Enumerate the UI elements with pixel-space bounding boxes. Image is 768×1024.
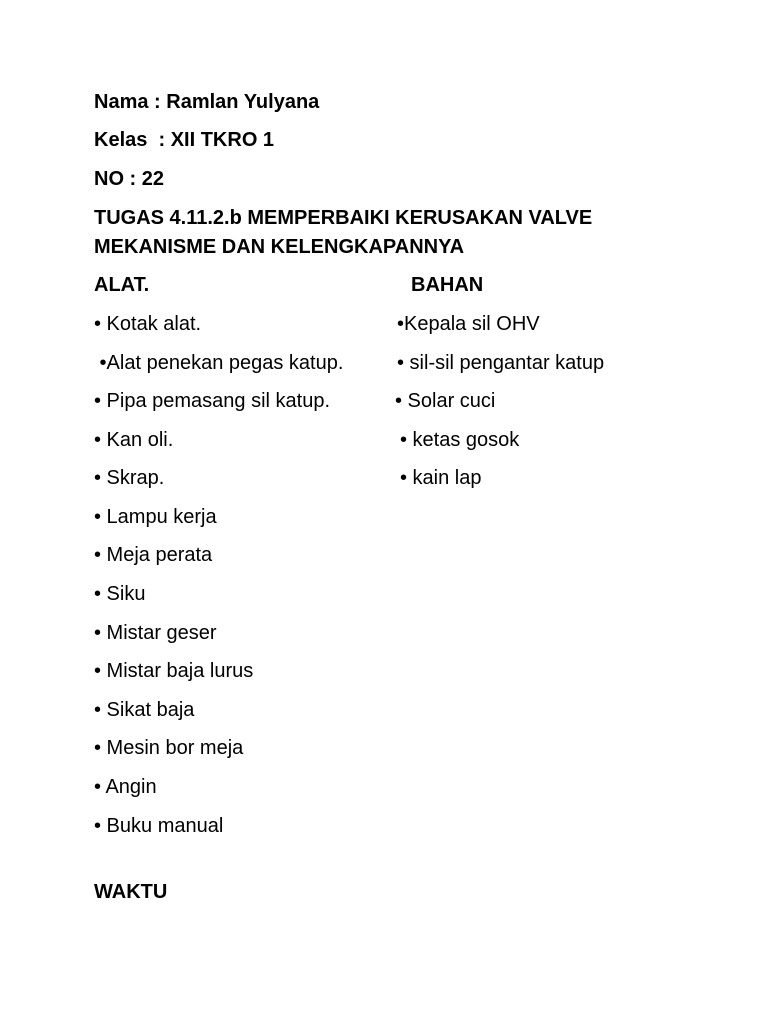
alat-item: • Mistar geser [94, 622, 217, 644]
task-title-line-2: MEKANISME DAN KELENGKAPANNYA [94, 236, 465, 258]
alat-item: • Angin [94, 776, 157, 798]
student-class: Kelas : XII TKRO 1 [94, 129, 275, 151]
alat-item: • Skrap. [94, 467, 165, 489]
alat-item: • Kotak alat. [94, 313, 202, 335]
bahan-item: • sil-sil pengantar katup [397, 352, 605, 374]
student-number: NO : 22 [94, 168, 165, 190]
alat-item: •Alat penekan pegas katup. [94, 352, 344, 374]
student-name: Nama : Ramlan Yulyana [94, 91, 320, 113]
alat-item: • Pipa pemasang sil katup. [94, 390, 331, 412]
bahan-heading: BAHAN [411, 274, 484, 296]
alat-item: • Mistar baja lurus [94, 660, 254, 682]
bahan-item: • kain lap [400, 467, 482, 489]
waktu-heading: WAKTU [94, 881, 168, 903]
alat-item: • Meja perata [94, 544, 213, 566]
task-title-line-1: TUGAS 4.11.2.b MEMPERBAIKI KERUSAKAN VALVE [94, 207, 593, 229]
alat-item: • Mesin bor meja [94, 737, 244, 759]
alat-item: • Kan oli. [94, 429, 174, 451]
alat-heading: ALAT. [94, 274, 150, 296]
bahan-item: • ketas gosok [400, 429, 520, 451]
bahan-item: • Solar cuci [395, 390, 496, 412]
alat-item: • Lampu kerja [94, 506, 217, 528]
alat-item: • Sikat baja [94, 699, 195, 721]
alat-item: • Siku [94, 583, 146, 605]
alat-item: • Buku manual [94, 815, 224, 837]
bahan-item: •Kepala sil OHV [397, 313, 540, 335]
